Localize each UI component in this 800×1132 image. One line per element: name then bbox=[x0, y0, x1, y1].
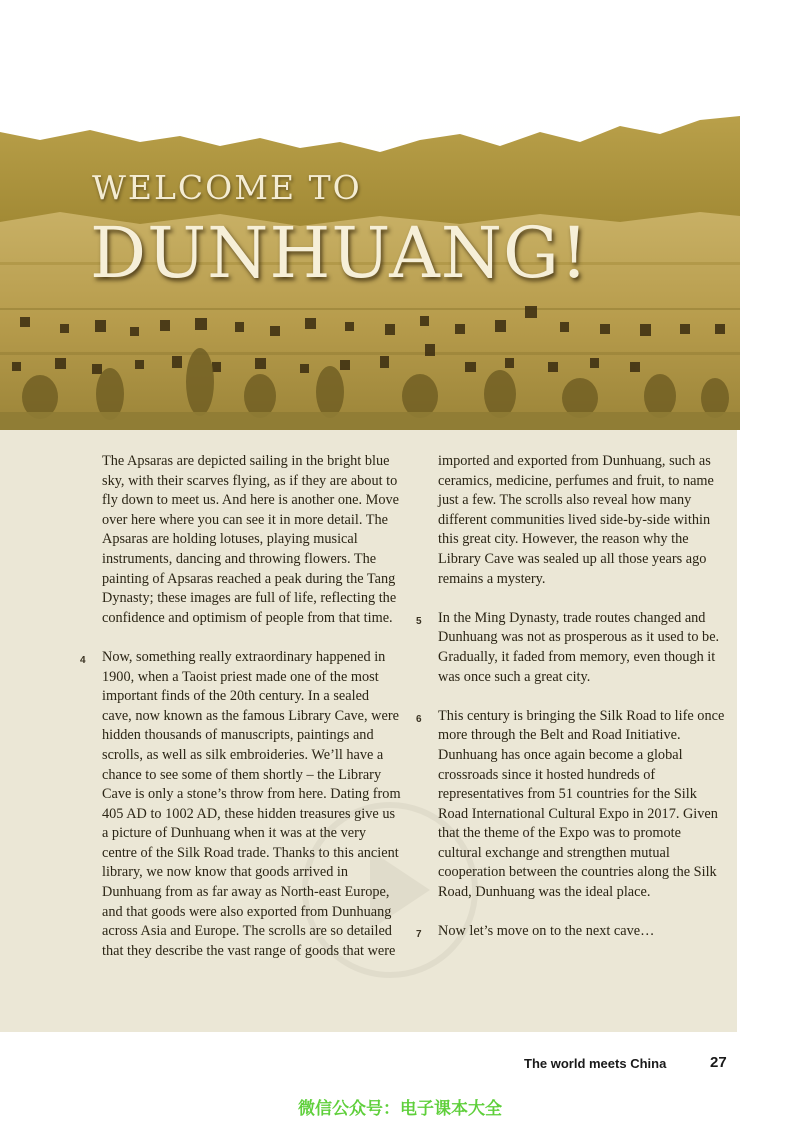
book-title: The world meets China bbox=[524, 1056, 667, 1071]
paragraph-continued: imported and exported from Dunhuang, such as ceramics, medicine, perfumes and fruit, to name just a few. The scrolls also reveal how many different communities lived side-by-side within this great city. However, the reason why the Library Cave was sealed up all those years ago remains a mystery. bbox=[438, 453, 714, 587]
page-number: 27 bbox=[710, 1054, 727, 1071]
paragraph-number: 7 bbox=[416, 929, 422, 941]
article-left-column bbox=[80, 452, 402, 981]
wechat-watermark: 微信公众号：电子课本大全 bbox=[298, 1099, 502, 1119]
paragraph-4: 4 Now, something really extraordinary happened in 1900, when a Taoist priest made one of the most important finds of the 20th century. In a sealed cave, now known as the famous Library Cave, were hidden thousands of manuscripts, paintings and scrolls, as well as silk embroideries. We’ll have a chance to see some of them shortly – the Library Cave is only a stone’s throw from here. Dating from 405 AD to 1002 AD, these hidden treasures give us a picture of Dunhuang when it was at the very centre of the Silk Road trade. Thanks to this ancient library, we now know that goods arrived in Dunhuang from as far away as North-east Europe, and that goods were also exported from Dunhuang across Asia and Europe. The scrolls are so detailed that they describe the vast range of goods that were bbox=[80, 648, 401, 959]
paragraph-number: 4 bbox=[80, 654, 86, 666]
paragraph-6: 6 This century is bringing the Silk Road to life once more through the Belt and Road Initiative. Dunhuang has once again become a global crossroads since it hosted hundreds of representatives from 51 countries for the Silk Road International Cultural Expo in 2017. Given that the theme of the Expo was to promote cultural exchange and strengthen mutual cooperation between the countries along the Silk Road, Dunhuang was the ideal place. bbox=[416, 707, 725, 901]
paragraph-number: 5 bbox=[416, 615, 422, 627]
paragraph-apsaras: The Apsaras are depicted sailing in the bright blue sky, with their scarves flying, as if they are about to fly down to meet us. And here is another one. Move over here where you can see it in more detail. The Apsaras are holding lotuses, playing musical instruments, dancing and throwing flowers. The painting of Apsaras reached a peak during the Tang Dynasty; these images are full of life, reflecting the confidence and optimism of people from that time. bbox=[102, 453, 399, 626]
paragraph-5: 5 In the Ming Dynasty, trade routes changed and Dunhuang was not as prosperous as it used to be. Gradually, it faded from memory, even though it was once such a great city. bbox=[416, 609, 720, 685]
paragraph-7: 7 Now let’s move on to the next cave… bbox=[438, 922, 728, 942]
article-right-column bbox=[416, 452, 728, 961]
title-welcome-to: WELCOME TO bbox=[92, 168, 362, 207]
paragraph-number: 6 bbox=[416, 713, 422, 725]
title-dunhuang: DUNHUANG! bbox=[90, 212, 590, 294]
